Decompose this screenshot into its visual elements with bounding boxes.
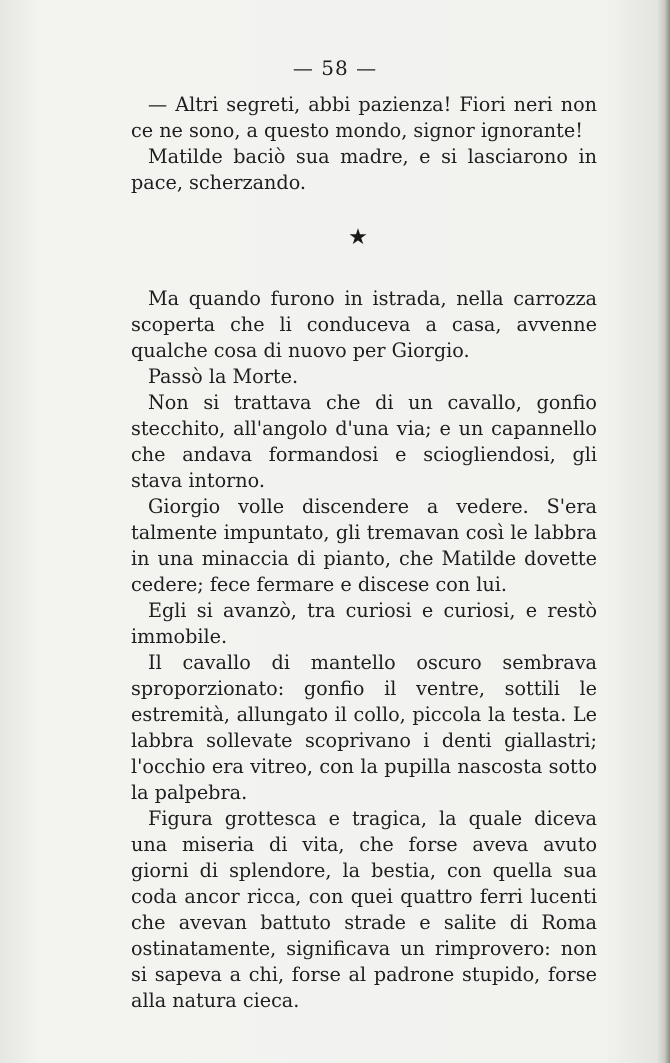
- paragraph: Egli si avanzò, tra curiosi e curiosi, e restò immobile.: [131, 599, 597, 648]
- page-edge-shadow: [664, 0, 670, 1063]
- paragraph: — Altri segreti, abbi pazienza! Fiori neri non ce ne sono, a questo mondo, signor ignorante!: [131, 93, 597, 142]
- dialogue-section: [131, 92, 597, 196]
- paragraph: Figura grottesca e tragica, la quale diceva una miseria di vita, che forse aveva avuto giorni di splendore, la bestia, con quella sua coda ancor ricca, con quei quattro ferri lucenti che avevan battuto strade e salite di Roma ostinatamente, significava un rimprovero: non si sapeva a chi, forse al padrone stupido, forse alla natura cieca.: [131, 807, 597, 1012]
- paragraph: Non si trattava che di un cavallo, gonfio stecchito, all'angolo d'una via; e un capannello che andava formandosi e sciogliendosi, gli stava intorno.: [131, 391, 597, 492]
- narrative-section: [131, 286, 597, 1014]
- paragraph: Ma quando furono in istrada, nella carrozza scoperta che li conduceva a casa, avvenne qualche cosa di nuovo per Giorgio.: [131, 287, 597, 362]
- page-number: — 58 —: [292, 56, 378, 80]
- paragraph: Matilde baciò sua madre, e si lasciarono in pace, scherzando.: [131, 145, 597, 194]
- paragraph: Il cavallo di mantello oscuro sembrava sproporzionato: gonfio il ventre, sottili le estremità, allungato il collo, piccola la testa. Le labbra sollevate scoprivano i denti giallastri; l'occhio era vitreo, con la pupilla nascosta sotto la palpebra.: [131, 651, 597, 804]
- paragraph: Giorgio volle discendere a vedere. S'era talmente impuntato, gli tremavan così le labbra in una minaccia di pianto, che Matilde dovette cedere; fece fermare e discese con lui.: [131, 495, 597, 596]
- paragraph: Passò la Morte.: [148, 365, 299, 388]
- section-separator-star-icon: ★: [348, 225, 368, 250]
